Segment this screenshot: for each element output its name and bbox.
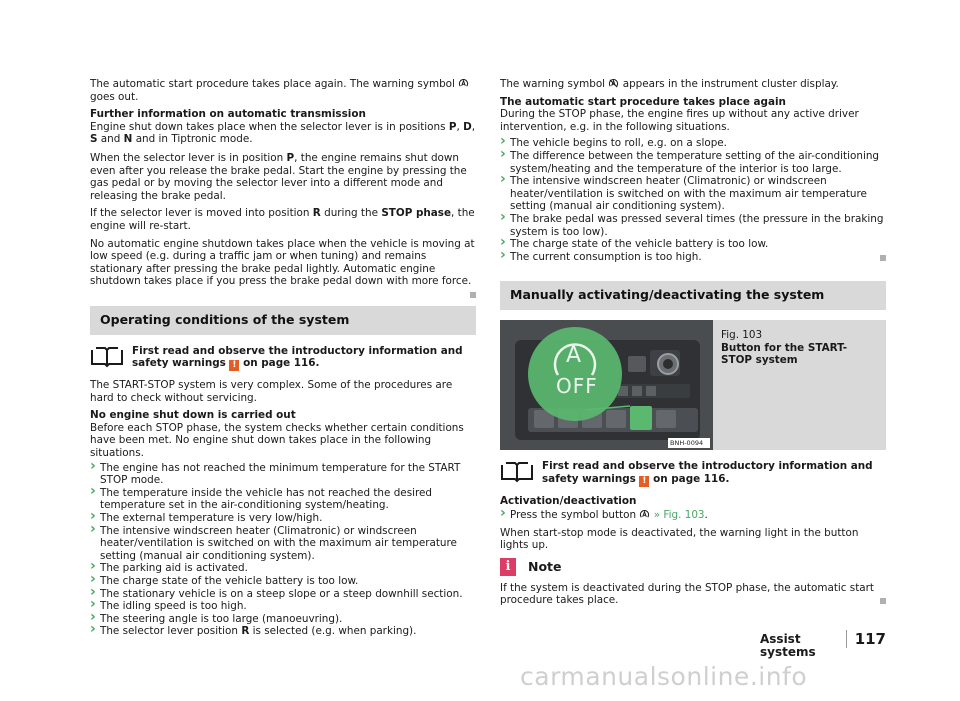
paragraph: No automatic engine shutdown takes place when the vehicle is moving at low speed (e.g. during a traffic jam or when tuning) and remains stationary after pressing the brake pedal lightly. Automatic engine shutdown takes place if you press the brake pedal down with more force. <box>90 238 476 288</box>
paragraph <box>500 495 886 508</box>
list-item: › Press the symbol button » Fig. 103. <box>500 509 886 522</box>
figure-caption: Fig. 103 Button for the START-STOP system <box>721 328 848 367</box>
list-item: › The difference between the temperature setting of the air-conditioning system/heating and the temperature of the interior is too large. <box>500 150 886 175</box>
list-item: › The charge state of the vehicle battery is too low. <box>500 238 886 251</box>
auto-start-stop-icon <box>458 78 469 89</box>
button-off-label: OFF <box>556 373 598 398</box>
list-item: › The current consumption is too high. <box>500 251 886 264</box>
figure <box>500 320 886 450</box>
figure-reference-link[interactable]: » Fig. 103 <box>653 509 705 522</box>
button-a-label: A <box>566 342 582 368</box>
paragraph: The START-STOP system is very complex. Some of the procedures are hard to check without servicing. <box>90 379 453 404</box>
subheading: No engine shut down is carried out <box>90 409 296 422</box>
paragraph: If the selector lever is moved into position R during the STOP phase, the engine will re-start. <box>90 207 475 232</box>
subheading: Activation/deactivation <box>500 494 637 507</box>
paragraph: Further information on automatic transmission Engine shut down takes place when the selector lever is in positions P, D, S and N and in Tiptronic mode. <box>90 108 476 146</box>
paragraph: The warning symbol appears in the instrument cluster display. <box>500 78 839 90</box>
list-item: › The parking aid is activated. <box>90 562 476 575</box>
subheading: The automatic start procedure takes place again <box>500 95 786 108</box>
list-item: › The vehicle begins to roll, e.g. on a slope. <box>500 137 886 150</box>
info-icon: i <box>500 558 516 576</box>
open-book-icon <box>500 461 534 481</box>
intro-note: First read and observe the introductory information and safety warnings ! on page 116. <box>500 460 886 487</box>
section-end-marker <box>880 598 886 604</box>
list-item: › The temperature inside the vehicle has not reached the desired temperature set in the air-conditioning system/heating. <box>90 487 476 512</box>
left-column <box>90 78 476 643</box>
list-item: › The external temperature is very low/high. <box>90 512 476 525</box>
auto-start-stop-icon <box>639 509 650 520</box>
condition-list <box>90 462 476 638</box>
list-item: › The selector lever position R is selected (e.g. when parking). <box>90 625 476 638</box>
footer-section-title: Assist systems <box>760 632 816 659</box>
list-item: › The steering angle is too large (manoeuvring). <box>90 613 476 626</box>
right-column <box>500 78 886 612</box>
open-book-icon <box>90 346 124 366</box>
list-item: › The brake pedal was pressed several times (the pressure in the braking system is too low). <box>500 213 886 238</box>
start-stop-button-photo <box>500 320 713 450</box>
section-title: Operating conditions of the system <box>90 306 476 335</box>
list-item: › The charge state of the vehicle battery is too low. <box>90 575 476 588</box>
list-item: › The idling speed is too high. <box>90 600 476 613</box>
section-end-marker <box>880 255 886 261</box>
section-end-marker <box>470 292 476 298</box>
subheading: Further information on automatic transmission <box>90 108 366 121</box>
paragraph: The automatic start procedure takes place again. The warning symbol goes out. <box>90 78 476 103</box>
warning-icon: ! <box>639 476 649 487</box>
auto-start-stop-icon <box>608 78 619 89</box>
list-item: › The intensive windscreen heater (Climatronic) or windscreen heater/ventilation is switched on with the maximum air temperature setting (manual air conditioning system). <box>90 525 476 563</box>
list-item: › The intensive windscreen heater (Climatronic) or windscreen heater/ventilation is switched on with the maximum air temperature setting (manual air conditioning system). <box>500 175 886 213</box>
section-title: Manually activating/deactivating the system <box>500 281 886 310</box>
page-number: 117 <box>846 630 886 648</box>
paragraph: No engine shut down is carried out Before each STOP phase, the system checks whether certain conditions have been met. No engine shut down takes place in the following situations. <box>90 409 464 460</box>
watermark: carmanualsonline.info <box>520 662 808 691</box>
restart-list <box>500 137 886 263</box>
list-item: › The stationary vehicle is on a steep slope or a steep downhill section. <box>90 588 476 601</box>
paragraph: When the selector lever is in position P, the engine remains shut down even after you release the brake pedal. Start the engine by pressing the gas pedal or by moving the selector lever into a different mode and releasing the brake pedal. <box>90 151 467 202</box>
paragraph: The automatic start procedure takes place again During the STOP phase, the engine fires up without any active driver intervention, e.g. in the following situations. <box>500 95 859 133</box>
figure-code: BNH-0094 <box>670 438 704 447</box>
page-footer <box>760 630 886 659</box>
paragraph: When start-stop mode is deactivated, the warning light in the button lights up. <box>500 526 859 552</box>
note-heading: i Note <box>500 558 886 576</box>
list-item: › The engine has not reached the minimum temperature for the START STOP mode. <box>90 462 476 487</box>
intro-note: First read and observe the introductory information and safety warnings ! on page 116. <box>90 345 476 372</box>
note-text: If the system is deactivated during the STOP phase, the automatic start procedure takes place. <box>500 582 886 607</box>
activation-list <box>500 509 886 522</box>
figure-image <box>500 320 713 450</box>
warning-icon: ! <box>229 360 239 371</box>
